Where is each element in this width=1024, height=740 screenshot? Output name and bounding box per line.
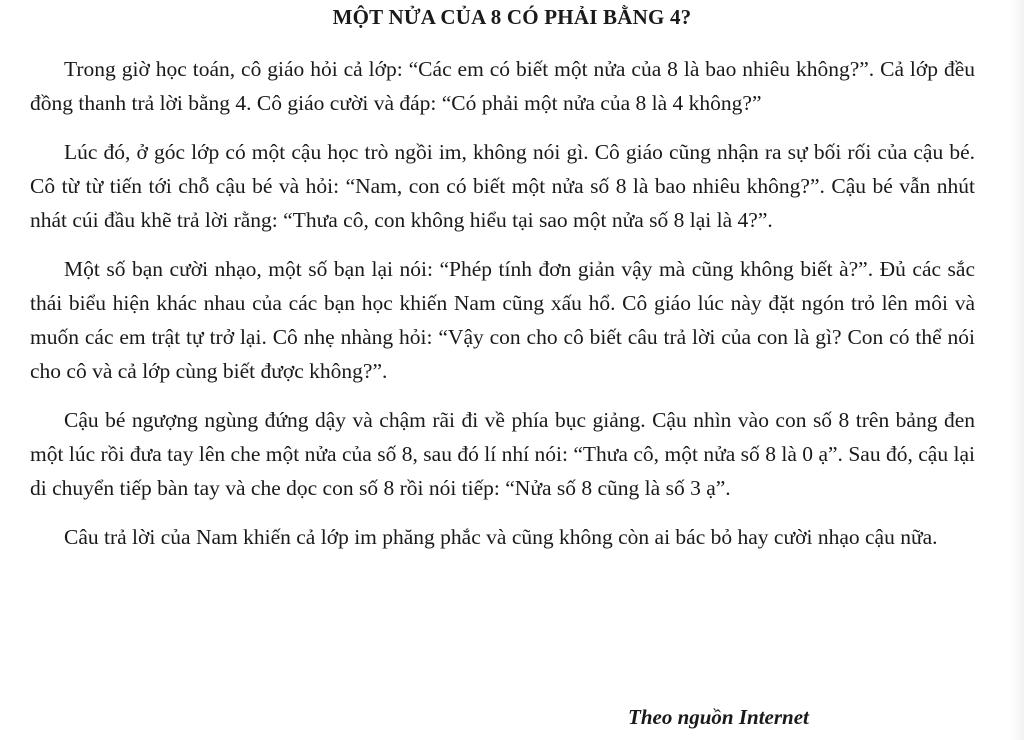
paragraph-2: Lúc đó, ở góc lớp có một cậu học trò ngồi im, không nói gì. Cô giáo cũng nhận ra sự bối rối của cậu bé. Cô từ từ tiến tới chỗ cậu bé và hỏi: “Nam, con có biết một nửa số 8 là bao nhiêu không?”. Cậu bé vẫn nhút nhát cúi đầu khẽ trả lời rằng: “Thưa cô, con không hiểu tại sao một nửa số 8 lại là 4?”. — [30, 140, 975, 232]
page-edge-shadow — [1010, 0, 1024, 740]
source-credit: Theo nguồn Internet — [628, 705, 809, 729]
paragraph-3: Một số bạn cười nhạo, một số bạn lại nói: “Phép tính đơn giản vậy mà cũng không biết à?”. Đủ các sắc thái biểu hiện khác nhau của các bạn học khiến Nam cũng xấu hổ. Cô giáo lúc này đặt ngón trỏ lên môi và muốn các em trật tự trở lại. Cô nhẹ nhàng hỏi: “Vậy con cho cô biết câu trả lời của con là gì? Con có thể nói cho cô và cả lớp cùng biết được không?”. — [30, 257, 975, 383]
paragraph-4: Cậu bé ngượng ngùng đứng dậy và chậm rãi đi về phía bục giảng. Cậu nhìn vào con số 8 trên bảng đen một lúc rồi đưa tay lên che một nửa của số 8, sau đó lí nhí nói: “Thưa cô, một nửa số 8 là 0 ạ”. Sau đó, cậu lại di chuyển tiếp bàn tay và che dọc con số 8 rồi nói tiếp: “Nửa số 8 cũng là số 3 ạ”. — [30, 408, 975, 500]
document-title: MỘT NỬA CỦA 8 CÓ PHẢI BẰNG 4? — [332, 5, 692, 29]
document-body — [30, 52, 975, 569]
paragraph-1: Trong giờ học toán, cô giáo hỏi cả lớp: “Các em có biết một nửa của 8 là bao nhiêu không?”. Cả lớp đều đồng thanh trả lời bằng 4. Cô giáo cười và đáp: “Có phải một nửa của 8 là 4 không?” — [30, 57, 975, 115]
paragraph-5: Câu trả lời của Nam khiến cả lớp im phăng phắc và cũng không còn ai bác bỏ hay cười nhạo cậu nữa. — [64, 525, 938, 549]
